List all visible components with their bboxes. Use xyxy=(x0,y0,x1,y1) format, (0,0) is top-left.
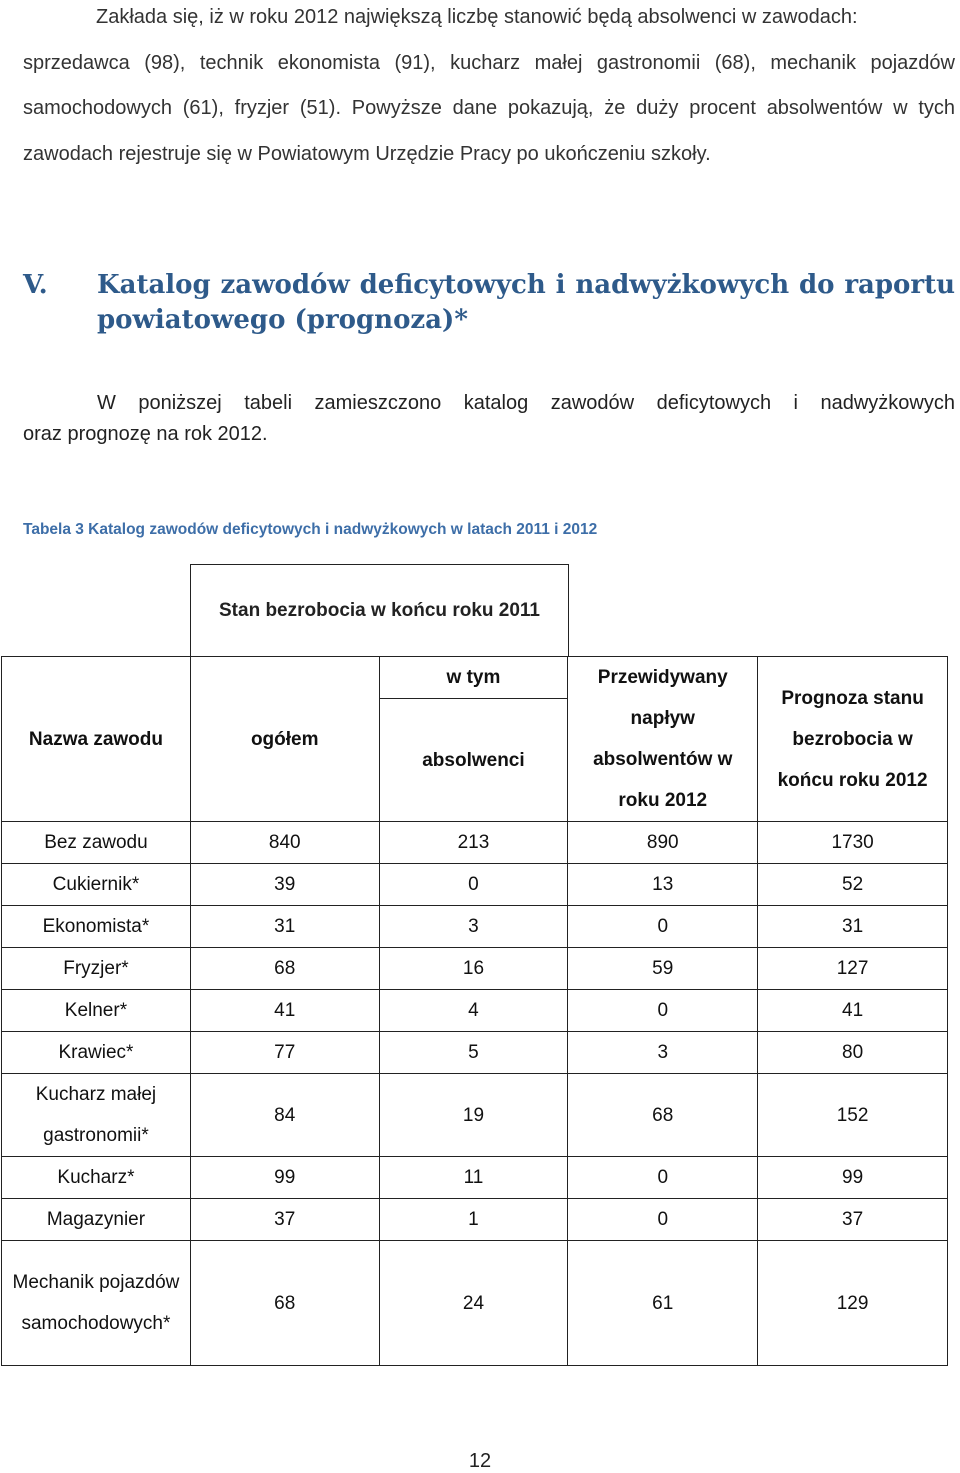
table-row xyxy=(2,990,948,1032)
cell-total: 68 xyxy=(190,1241,379,1366)
header-including: w tym xyxy=(379,657,568,699)
cell-name: Kucharz małej gastronomii* xyxy=(2,1074,191,1157)
cell-graduates: 213 xyxy=(379,822,568,864)
cell-name: Mechanik pojazdów samochodowych* xyxy=(2,1241,191,1366)
section-heading xyxy=(23,268,955,338)
table-row xyxy=(2,1199,948,1241)
page-number: 12 xyxy=(468,1450,492,1472)
cell-graduates: 3 xyxy=(379,906,568,948)
cell-total: 68 xyxy=(190,948,379,990)
table-row xyxy=(2,864,948,906)
cell-total: 39 xyxy=(190,864,379,906)
section-title-line1: Katalog zawodów deficytowych i nadwyżkowych do raportu xyxy=(97,270,955,300)
cell-forecast: 37 xyxy=(758,1199,948,1241)
header-graduates: absolwenci xyxy=(379,699,568,822)
cell-name: Kucharz* xyxy=(2,1157,191,1199)
cell-forecast: 31 xyxy=(758,906,948,948)
cell-inflow: 3 xyxy=(568,1032,758,1074)
cell-name: Kelner* xyxy=(2,990,191,1032)
cell-total: 31 xyxy=(190,906,379,948)
cell-name: Bez zawodu xyxy=(2,822,191,864)
cell-graduates: 16 xyxy=(379,948,568,990)
intro-paragraph-first-line: Zakłada się, iż w roku 2012 największą liczbę stanowić będą absolwenci w zawodach: xyxy=(96,6,858,28)
section-number: V. xyxy=(23,270,48,300)
cell-graduates: 4 xyxy=(379,990,568,1032)
table-row xyxy=(2,948,948,990)
cell-total: 840 xyxy=(190,822,379,864)
cell-graduates: 19 xyxy=(379,1074,568,1157)
cell-inflow: 0 xyxy=(568,906,758,948)
cell-name: Krawiec* xyxy=(2,1032,191,1074)
cell-graduates: 24 xyxy=(379,1241,568,1366)
cell-name: Fryzjer* xyxy=(2,948,191,990)
cell-inflow: 61 xyxy=(568,1241,758,1366)
header-name: Nazwa zawodu xyxy=(2,657,191,822)
header-forecast: Prognoza stanu bezrobocia w końcu roku 2012 xyxy=(758,657,948,822)
cell-name: Cukiernik* xyxy=(2,864,191,906)
header-total: ogółem xyxy=(190,657,379,822)
cell-total: 77 xyxy=(190,1032,379,1074)
cell-graduates: 11 xyxy=(379,1157,568,1199)
cell-graduates: 5 xyxy=(379,1032,568,1074)
occupations-table xyxy=(1,656,948,1366)
cell-total: 41 xyxy=(190,990,379,1032)
cell-forecast: 80 xyxy=(758,1032,948,1074)
cell-forecast: 41 xyxy=(758,990,948,1032)
section-intro xyxy=(23,388,955,450)
cell-total: 99 xyxy=(190,1157,379,1199)
cell-forecast: 99 xyxy=(758,1157,948,1199)
table-row xyxy=(2,1241,948,1366)
cell-total: 84 xyxy=(190,1074,379,1157)
header-inflow: Przewidywany napływ absolwentów w roku 2012 xyxy=(568,657,758,822)
table-body xyxy=(2,822,948,1366)
table-row xyxy=(2,1157,948,1199)
section-intro-line1: W poniższej tabeli zamieszczono katalog zawodów deficytowych i nadwyżkowych xyxy=(97,392,955,414)
table-row xyxy=(2,822,948,864)
cell-inflow: 13 xyxy=(568,864,758,906)
section-intro-line2: oraz prognozę na rok 2012. xyxy=(23,423,268,445)
cell-graduates: 0 xyxy=(379,864,568,906)
cell-inflow: 890 xyxy=(568,822,758,864)
cell-name: Ekonomista* xyxy=(2,906,191,948)
cell-inflow: 68 xyxy=(568,1074,758,1157)
cell-forecast: 52 xyxy=(758,864,948,906)
cell-inflow: 0 xyxy=(568,1157,758,1199)
cell-name: Magazynier xyxy=(2,1199,191,1241)
cell-total: 37 xyxy=(190,1199,379,1241)
cell-forecast: 129 xyxy=(758,1241,948,1366)
intro-paragraph xyxy=(23,0,955,177)
cell-graduates: 1 xyxy=(379,1199,568,1241)
cell-forecast: 1730 xyxy=(758,822,948,864)
table-group-header: Stan bezrobocia w końcu roku 2011 xyxy=(190,564,569,656)
table-row xyxy=(2,1032,948,1074)
cell-forecast: 127 xyxy=(758,948,948,990)
table-caption: Tabela 3 Katalog zawodów deficytowych i nadwyżkowych w latach 2011 i 2012 xyxy=(23,521,598,538)
section-title-line2: powiatowego (prognoza)* xyxy=(97,305,468,335)
cell-forecast: 152 xyxy=(758,1074,948,1157)
cell-inflow: 59 xyxy=(568,948,758,990)
intro-paragraph-rest: sprzedawca (98), technik ekonomista (91), kucharz małej gastronomii (68), mechanik pojazdów samochodowych (61), fryzjer (51). Powyższe dane pokazują, że duży procent absolwentów w tych zawodach rejestruje się w Powiatowym Urzędzie Pracy po ukończeniu szkoły. xyxy=(23,51,955,165)
table-row xyxy=(2,906,948,948)
cell-inflow: 0 xyxy=(568,990,758,1032)
cell-inflow: 0 xyxy=(568,1199,758,1241)
table-row xyxy=(2,1074,948,1157)
